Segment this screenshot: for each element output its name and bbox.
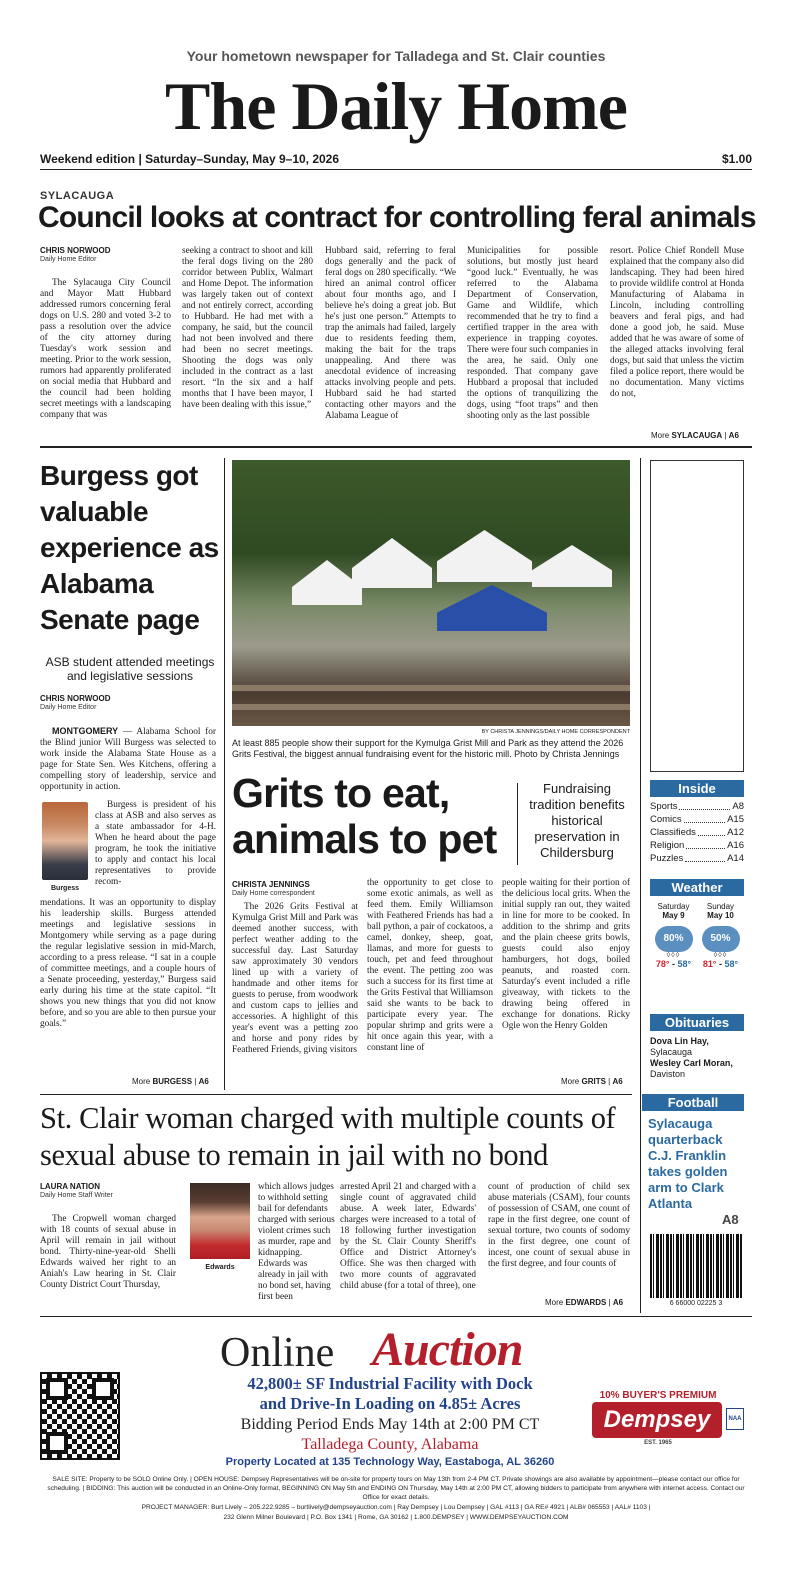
edwards-byline-role: Daily Home Staff Writer bbox=[40, 1192, 113, 1199]
deck-divider bbox=[517, 783, 518, 865]
burgess-body: mendations. It was an opportunity to display his leadership skills. Burgess attended meetings and legislative sessions in Montgomery while serving as a page during the regular legislative session in mid-March, according to a press release. “I sat in a couple of committee meetings, and a couple hours of a Senate proceeding, yesterday,” Burgess said early during his time at the state capitol. “It shows you new things that you did not know before, and so you are able to then pursue your goals.” bbox=[40, 898, 216, 1029]
sidebar-divider bbox=[640, 458, 641, 1313]
inside-item[interactable]: Religion A16 bbox=[650, 840, 744, 851]
tagline: Your hometown newspaper for Talladega and St. Clair counties bbox=[186, 48, 606, 64]
weather-day: Saturday May 9 80% ◊◊◊ 78° - 58° bbox=[651, 902, 697, 969]
lead-kicker: SYLACAUGA bbox=[40, 190, 115, 202]
lead-headline[interactable]: Council looks at contract for controlling feral animals bbox=[38, 201, 756, 234]
lead-column-2: seeking a contract to shoot and kill the feral dogs living on the 280 corridor between Publix, Walmart and Home Depot. The information was largely taken out of context and not entirely correct, according to Hubbard. He had met with a company, he said, but the council had not been involved and there had been no secret meetings. Shooting the dogs was only included in the contract as a last resort. “In the six and a half months that I have been mayor, I have been dealing with this issue,” bbox=[182, 246, 313, 410]
ad-buyer-premium: 10% BUYER'S PREMIUM bbox=[599, 1390, 717, 1401]
lead-jump[interactable]: More SYLACAUGA | A6 bbox=[651, 431, 739, 440]
lead-byline-role: Daily Home Editor bbox=[40, 256, 97, 263]
edition-line: Weekend edition | Saturday–Sunday, May 9–10, 2026 bbox=[40, 152, 340, 166]
qr-finder bbox=[46, 1378, 68, 1400]
grits-photo-caption: At least 885 people show their support for the Kymulga Grist Mill and Park as they attend the 2026 Grits Festival, the biggest annual fundraising event for the historic mill. Photo by Christa Jennings bbox=[232, 738, 624, 759]
obituaries-list bbox=[650, 1036, 744, 1080]
edwards-byline: LAURA NATION bbox=[40, 1182, 100, 1191]
lead-column-1: The Sylacauga City Council and Mayor Matt Hubbard addressed rumors concerning feral dogs on U.S. 280 and voted 3-2 to pass a resolution over the advice of the city attorney during Tuesday's work session and meeting. Prior to the work session, rumors had apparently proliferated on social media that Hubbard and the council had been holding secret meetings with a landscaping company that was bbox=[40, 278, 171, 420]
edwards-column-1: The Cropwell woman charged with 18 counts of sexual abuse in April will remain in jail without bond. Thirty-nine-year-old Shelli Edwards waived her right to an Aniah's Law hearing in St. Clair County District Court Thursday, bbox=[40, 1214, 176, 1290]
lead-column-5: resort. Police Chief Rondell Muse explained that the company also did landscaping. They had been hired to provide wildlife control at Honda Manufacturing of Alabama in Lincoln, including controlling beavers and feral pigs, and had done a good job, he said. Muse added that he was aware of some of the alleged attacks involving feral dogs, but said that unless the victim filed a police report, there would be no documentation. Many victims do not, bbox=[610, 246, 744, 399]
masthead-title[interactable]: The Daily Home bbox=[165, 68, 627, 144]
inside-item[interactable]: Comics A15 bbox=[650, 814, 744, 825]
burgess-intro: MONTGOMERY — Alabama School for the Blind junior Will Burgess was selected to work inside the Alabama State House as a page for State Sen. Wes Kitchens, offering a compelling story of leadership, service and opportunity in action. bbox=[40, 726, 216, 792]
inside-list bbox=[650, 800, 744, 865]
weather-panel bbox=[650, 902, 744, 969]
football-teaser[interactable]: Sylacauga quarterback C.J. Franklin takes golden arm to Clark Atlanta bbox=[648, 1116, 728, 1211]
divider bbox=[40, 1094, 632, 1095]
burgess-headline[interactable]: Burgess got valuable experience as Alabama Senate page bbox=[40, 460, 219, 635]
barcode-number: 6 66000 02225 3 bbox=[669, 1300, 723, 1307]
ad-line-1: 42,800± SF Industrial Facility with Dock bbox=[247, 1374, 533, 1393]
inside-item[interactable]: Sports A8 bbox=[650, 801, 744, 812]
dateline bbox=[40, 152, 752, 170]
tent-shape bbox=[532, 545, 612, 587]
inside-item[interactable]: Puzzles A14 bbox=[650, 853, 744, 864]
burgess-byline: CHRIS NORWOOD bbox=[40, 694, 111, 703]
raindrops-icon: ◊◊◊ bbox=[713, 952, 728, 959]
rain-cloud-icon: 80% bbox=[655, 926, 693, 952]
rail-shape bbox=[232, 704, 630, 710]
burgess-wrap-text: Burgess is president of his class at ASB and also serves as a state ambassador for 4-H. When he heard about the page program, he took the initiative to apply and contact his local representatives to provide recom- bbox=[95, 800, 216, 887]
grits-photo-credit: BY CHRISTA JENNINGS/DAILY HOME CORRESPONDENT bbox=[481, 729, 630, 735]
tent-shape bbox=[437, 585, 547, 631]
burgess-photo-caption: Burgess bbox=[50, 885, 79, 892]
lead-column-4: Municipalities for possible solutions, but mostly just heard “good luck.” Eventually, he was referred to the Alabama Department of Conservation, Game and Wildlife, which recommended that he try to find a certified trapper in the area with experience in trapping coyotes. There were four such companies in the area, he said. Only one responded. That company gave Hubbard a proposal that included the options of tranquilizing the dogs, using “foot traps” and then shooting only as the last possible bbox=[467, 246, 598, 421]
edwards-column-4: count of production of child sex abuse materials (CSAM), four counts of possession of CSAM, one count of rape in the first degree, one count of sexual torture, two counts of sodomy in the first degree, one count of incest, one count of sexual abuse in the first degree, and four counts of bbox=[488, 1182, 630, 1269]
ad-bidding: Bidding Period Ends May 14th at 2:00 PM CT bbox=[240, 1416, 540, 1433]
grits-jump[interactable]: More GRITS | A6 bbox=[561, 1077, 623, 1086]
ad-fine-print: SALE SITE: Property to be SOLD Online Only. | OPEN HOUSE: Dempsey Representatives will be on-site for property tours on May 13th from 2-4 PM CT. Private showings are also available by appointment—please contact our office for scheduling. | BIDDING: This auction will be conducted in an Online-Only format, BEGINNING ON May 5th and ENDING ON Thursday, May 14th at 2:00 PM CT, allowing bidders to participate from anywhere with internet access. Contact our Office for exact details. bbox=[47, 1476, 745, 1501]
inside-item[interactable]: Classifieds A12 bbox=[650, 827, 744, 838]
logo-est: EST. 1965 bbox=[644, 1440, 672, 1446]
obituaries-header: Obituaries bbox=[650, 1014, 744, 1031]
lead-column-3: Hubbard said, referring to feral dogs generally and the pack of feral dogs on 280 specifically. “We hired an animal control officer about four months ago, and I believe he's doing a great job. But he's just one person.” Attempts to trap the animals had failed, largely due to residents feeding them, making the bait for the traps unappealing. And there was anecdotal evidence of increasing attacks involving people and pets. Hubbard said he had started contacting other mayors and the Alabama League of bbox=[325, 246, 456, 421]
grits-deck: Fundraising tradition benefits historical preservation in Childersburg bbox=[529, 781, 625, 860]
ad-online: Online bbox=[220, 1330, 335, 1376]
rail-shape bbox=[232, 685, 630, 691]
raindrops-icon: ◊◊◊ bbox=[666, 952, 681, 959]
rain-cloud-icon: 50% bbox=[702, 926, 740, 952]
edwards-headline[interactable]: St. Clair woman charged with multiple counts of sexual abuse to remain in jail with no bond bbox=[40, 1101, 616, 1172]
burgess-jump[interactable]: More BURGESS | A6 bbox=[132, 1077, 209, 1086]
grits-column-1: The 2026 Grits Festival at Kymulga Grist Mill and Park was deemed another success, with perfect weather adding to the successful day. Last Saturday saw approximately 30 vendors lined up with a variety of handmade and other items for guests to peruse, from woodwork and custom caps to jellies and accessories. A highlight of this year's event was a petting zoo and horse and pony rides by Feathered Friends, giving visitors bbox=[232, 902, 358, 1055]
barcode bbox=[650, 1234, 742, 1298]
grits-byline: CHRISTA JENNINGS bbox=[232, 880, 310, 889]
football-header: Football bbox=[642, 1094, 744, 1111]
price: $1.00 bbox=[721, 152, 752, 166]
grits-byline-role: Daily Home correspondent bbox=[232, 890, 315, 897]
qr-code[interactable] bbox=[40, 1372, 120, 1460]
divider bbox=[40, 446, 752, 448]
divider bbox=[40, 1316, 752, 1317]
ad-auction: Auction bbox=[372, 1323, 523, 1376]
qr-finder bbox=[92, 1378, 114, 1400]
dempsey-logo: Dempsey bbox=[592, 1402, 722, 1438]
inside-header: Inside bbox=[650, 780, 744, 797]
edwards-column-3: arrested April 21 and charged with a single count of aggravated child abuse. A week later, Edwards' charges were increased to a total of 18 following further investigation by the St. Clair County Sheriff's Office and District Attorney's Office. She was then charged with two more counts of aggravated child abuse (for a total of three), one bbox=[340, 1182, 476, 1291]
edwards-photo-caption: Edwards bbox=[205, 1264, 235, 1271]
ad-property-address: Property Located at 135 Technology Way, Eastaboga, AL 36260 bbox=[225, 1456, 555, 1468]
obituary-item[interactable]: Wesley Carl Moran, Daviston bbox=[650, 1058, 733, 1079]
burgess-byline-role: Daily Home Editor bbox=[40, 704, 97, 711]
grits-festival-photo[interactable] bbox=[232, 460, 630, 726]
edwards-jump[interactable]: More EDWARDS | A6 bbox=[545, 1298, 624, 1307]
ad-project-manager: PROJECT MANAGER: Burt Lively – 205.222.9285 – burtlively@dempseyauction.com | Ray Dempsey | Lou Dempsey | GAL #113 | GA RE# 4921 | ALB# 065553 | AAL# 1103 | bbox=[141, 1504, 651, 1511]
weather-header: Weather bbox=[650, 879, 744, 896]
obituary-item[interactable]: Dova Lin Hay, Sylacauga bbox=[650, 1036, 709, 1057]
tent-shape bbox=[292, 560, 362, 605]
edwards-column-2: which allows judges to withhold setting bail for defendants charged with serious violent crimes such as murder, rape and kidnapping. Edwards was already in jail with no bond set, having first been bbox=[258, 1182, 335, 1302]
weather-day: Sunday May 10 50% ◊◊◊ 81° - 58° bbox=[698, 902, 744, 969]
burgess-dateline: MONTGOMERY bbox=[52, 726, 119, 736]
football-page: A8 bbox=[722, 1212, 739, 1227]
ad-address-line: 232 Glenn Milner Boulevard | P.O. Box 1341 | Rome, GA 30162 | 1.800.DEMPSEY | WWW.DEMPSEYAUCTION.COM bbox=[223, 1514, 569, 1521]
naa-logo: NAA bbox=[726, 1408, 744, 1430]
ad-line-2: and Drive-In Loading on 4.85± Acres bbox=[259, 1394, 521, 1413]
grits-headline[interactable]: Grits to eat, animals to pet bbox=[232, 770, 497, 862]
burgess-deck: ASB student attended meetings and legislative sessions bbox=[45, 655, 215, 683]
tent-shape bbox=[352, 538, 432, 588]
qr-finder bbox=[46, 1432, 68, 1454]
grits-column-3: people waiting for their portion of the delicious local grits. When the initial supply ran out, they waited in line for more to be cooked. In addition to the shrimp and grits and the plain cheese grits bowls, guests could also enjoy hamburgers, hot dogs, boiled peanuts, and roasted corn. Saturday's event included a rifle giveaway, with tickets to the drawing being offered in exchange for donations. Ricky Ogle won the Henry Golden bbox=[502, 878, 630, 1031]
edwards-photo[interactable] bbox=[190, 1183, 250, 1259]
column-divider bbox=[224, 458, 225, 1090]
ad-placeholder-box bbox=[650, 460, 744, 772]
lead-byline: CHRIS NORWOOD bbox=[40, 246, 111, 255]
tent-shape bbox=[437, 530, 532, 582]
ad-county: Talladega County, Alabama bbox=[301, 1436, 479, 1453]
burgess-photo[interactable] bbox=[42, 802, 88, 880]
grits-column-2: the opportunity to get close to some exotic animals, as well as feed them. Emily Williamson with Feathered Friends has had a ball python, a pair of cockatoos, a camel, donkey, sheep, goat, llamas, and more for guests to touch, pet and feed throughout the event. The petting zoo was such a success for its first time at the Grits Festival that Williamson said she wants to be back to participate every year. The popular shrimp and grits were a hit once again this year, with a constant line of bbox=[367, 878, 493, 1053]
